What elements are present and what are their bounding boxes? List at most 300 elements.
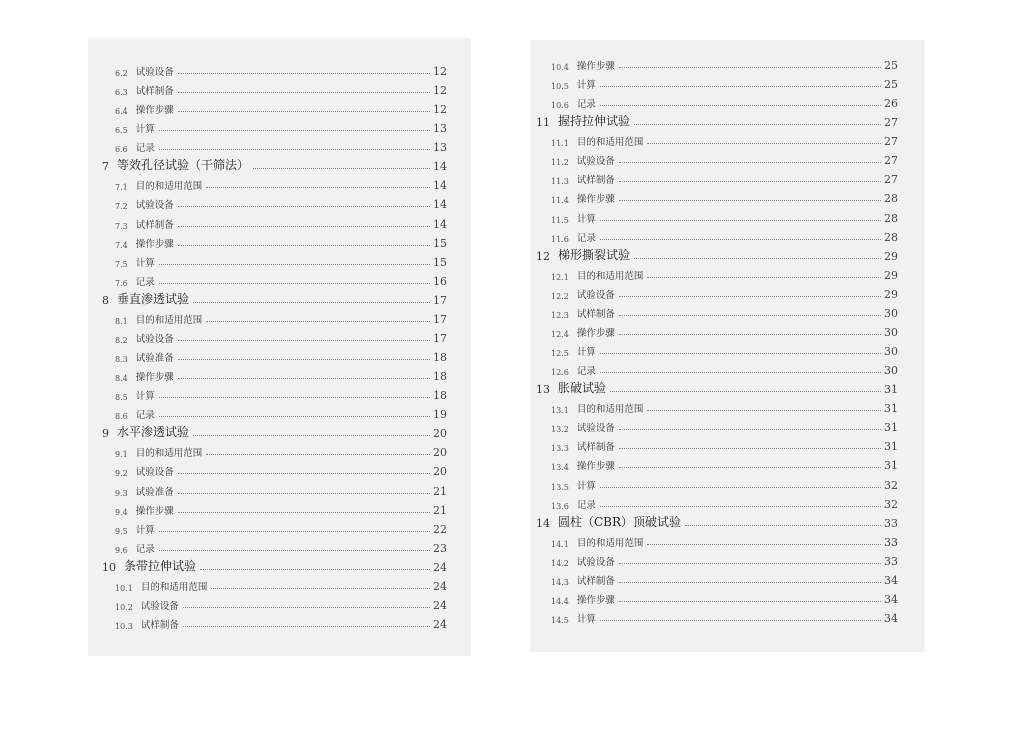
- toc-page-number: 33: [884, 554, 898, 568]
- toc-entry-number: 13.1: [551, 406, 569, 416]
- toc-dot-leader: [634, 124, 881, 125]
- toc-entry-title: 操作步骤: [135, 372, 174, 384]
- toc-section-entry: [530, 588, 925, 606]
- toc-entry-title: 记录: [576, 99, 596, 111]
- toc-section-entry: [88, 480, 471, 498]
- toc-entry-number: 12.5: [551, 349, 569, 359]
- toc-page-number: 24: [433, 618, 447, 632]
- toc-entry-title: 目的和适用范围: [135, 181, 203, 193]
- toc-section-entry: [88, 384, 471, 402]
- toc-dot-leader: [600, 487, 881, 488]
- toc-entry-title: 计算: [576, 347, 596, 359]
- toc-entry-number: 12: [536, 249, 550, 263]
- toc-page-number: 21: [433, 503, 447, 517]
- toc-entry-number: 11.4: [551, 196, 569, 206]
- toc-entry-title: 试验准备: [135, 353, 174, 365]
- toc-entry-title: 试样制备: [576, 308, 615, 320]
- toc-dot-leader: [178, 73, 430, 74]
- toc-section-entry: [88, 117, 471, 135]
- toc-dot-leader: [647, 544, 881, 545]
- toc-dot-leader: [634, 258, 881, 259]
- toc-page-number: 27: [884, 116, 898, 130]
- toc-entry-number: 10: [102, 560, 116, 574]
- toc-dot-leader: [619, 601, 881, 602]
- toc-page-number: 24: [433, 579, 447, 593]
- toc-section-entry: [530, 283, 925, 301]
- toc-entry-title: 试验准备: [135, 486, 174, 498]
- toc-section-entry: [88, 499, 471, 517]
- toc-entry-number: 11.2: [551, 158, 569, 168]
- toc-entry-title: 试验设备: [135, 333, 174, 345]
- toc-page-number: 17: [433, 331, 447, 345]
- toc-entry-title: 水平渗透试验: [117, 425, 190, 440]
- toc-dot-leader: [206, 321, 430, 322]
- toc-section-entry: [88, 575, 471, 593]
- toc-entry-number: 8.4: [115, 374, 128, 384]
- toc-section-entry: [88, 460, 471, 478]
- toc-dot-leader: [178, 493, 430, 494]
- toc-section-entry: [530, 73, 925, 91]
- toc-page-number: 18: [433, 389, 447, 403]
- toc-page-number: 30: [884, 306, 898, 320]
- toc-dot-leader: [647, 277, 881, 278]
- toc-dot-leader: [178, 512, 430, 513]
- toc-entry-number: 8.1: [115, 316, 128, 326]
- toc-section-entry: [530, 226, 925, 244]
- toc-page-number: 14: [433, 198, 447, 212]
- toc-dot-leader: [159, 550, 430, 551]
- toc-entry-number: 13.5: [551, 482, 569, 492]
- toc-page-number: 29: [884, 268, 898, 282]
- toc-page-number: 27: [884, 154, 898, 168]
- toc-dot-leader: [619, 315, 881, 316]
- toc-page-number: 34: [884, 592, 898, 606]
- toc-dot-leader: [600, 353, 881, 354]
- toc-entry-title: 目的和适用范围: [135, 448, 203, 460]
- toc-entry-number: 12.2: [551, 291, 569, 301]
- toc-entry-number: 14: [536, 516, 550, 530]
- toc-dot-leader: [619, 162, 881, 163]
- toc-page-number: 14: [433, 160, 447, 174]
- toc-entry-title: 计算: [135, 257, 155, 269]
- toc-dot-leader: [211, 588, 430, 589]
- toc-entry-title: 记录: [135, 543, 155, 555]
- toc-section-entry: [530, 607, 925, 625]
- toc-entry-title: 目的和适用范围: [576, 270, 644, 282]
- toc-entry-number: 14.1: [551, 539, 569, 549]
- toc-page-number: 31: [884, 440, 898, 454]
- toc-dot-leader: [178, 206, 430, 207]
- toc-entry-title: 记录: [135, 143, 155, 155]
- toc-entry-number: 10.6: [551, 101, 569, 111]
- toc-section-entry: [530, 54, 925, 72]
- toc-page-number: 32: [884, 497, 898, 511]
- toc-dot-leader: [183, 626, 430, 627]
- toc-section-entry: [88, 365, 471, 383]
- toc-dot-leader: [600, 506, 881, 507]
- toc-dot-leader: [159, 283, 430, 284]
- toc-section-entry: [530, 493, 925, 511]
- toc-page-number: 30: [884, 345, 898, 359]
- toc-page-number: 25: [884, 78, 898, 92]
- toc-page-number: 32: [884, 478, 898, 492]
- toc-page-number: 31: [884, 383, 898, 397]
- toc-section-entry: [530, 187, 925, 205]
- toc-entry-number: 14.3: [551, 577, 569, 587]
- toc-section-entry: [530, 207, 925, 225]
- toc-page-number: 28: [884, 230, 898, 244]
- toc-page-number: 18: [433, 370, 447, 384]
- toc-entry-number: 14.4: [551, 596, 569, 606]
- toc-dot-leader: [178, 111, 430, 112]
- toc-section-entry: [88, 270, 471, 288]
- toc-entry-number: 6.3: [115, 88, 128, 98]
- toc-entry-title: 垂直渗透试验: [117, 291, 190, 306]
- toc-section-entry: [88, 174, 471, 192]
- toc-dot-leader: [600, 220, 881, 221]
- toc-page-number: 27: [884, 173, 898, 187]
- toc-dot-leader: [159, 264, 430, 265]
- toc-page-number: 17: [433, 312, 447, 326]
- toc-page-number: 21: [433, 484, 447, 498]
- toc-page-number: 29: [884, 287, 898, 301]
- toc-entry-number: 12.3: [551, 310, 569, 320]
- toc-entry-title: 记录: [576, 499, 596, 511]
- toc-dot-leader: [647, 143, 881, 144]
- toc-section-entry: [88, 613, 471, 631]
- toc-entry-number: 9.2: [115, 469, 128, 479]
- toc-entry-number: 10.5: [551, 82, 569, 92]
- toc-page-number: 20: [433, 446, 447, 460]
- toc-section-entry: [88, 251, 471, 269]
- toc-entry-title: 试验设备: [576, 423, 615, 435]
- toc-entry-title: 试验设备: [135, 67, 174, 78]
- toc-page-number: 24: [433, 598, 447, 612]
- toc-entry-title: 操作步骤: [135, 505, 174, 517]
- toc-dot-leader: [619, 334, 881, 335]
- toc-section-entry: [530, 130, 925, 148]
- toc-entry-title: 记录: [135, 276, 155, 288]
- toc-entry-number: 7.5: [115, 259, 128, 269]
- toc-entry-number: 14.2: [551, 558, 569, 568]
- toc-dot-leader: [685, 525, 881, 526]
- toc-entry-title: 操作步骤: [576, 61, 615, 72]
- toc-entry-number: 8.5: [115, 393, 128, 403]
- toc-entry-title: 试样制备: [576, 175, 615, 187]
- toc-section-entry: [530, 435, 925, 453]
- toc-entry-title: 条带拉伸试验: [124, 558, 197, 573]
- toc-entry-number: 6.5: [115, 126, 128, 136]
- toc-dot-leader: [178, 340, 430, 341]
- toc-entry-number: 6.6: [115, 145, 128, 155]
- toc-entry-number: 9.3: [115, 488, 128, 498]
- toc-dot-leader: [159, 130, 430, 131]
- toc-dot-leader: [619, 429, 881, 430]
- toc-entry-number: 7: [102, 160, 109, 174]
- toc-dot-leader: [619, 67, 881, 68]
- toc-dot-leader: [619, 200, 881, 201]
- right-page: [530, 40, 925, 652]
- toc-entry-number: 11.1: [551, 139, 569, 149]
- toc-entry-number: 13.3: [551, 444, 569, 454]
- toc-entry-title: 记录: [576, 232, 596, 244]
- toc-page-number: 31: [884, 459, 898, 473]
- toc-page-number: 30: [884, 325, 898, 339]
- toc-section-entry: [530, 168, 925, 186]
- toc-page-number: 14: [433, 179, 447, 193]
- toc-dot-leader: [159, 416, 430, 417]
- toc-entry-title: 胀破试验: [558, 381, 607, 396]
- toc-page-number: 15: [433, 255, 447, 269]
- toc-entry-number: 11.6: [551, 234, 569, 244]
- toc-dot-leader: [178, 378, 430, 379]
- toc-page-number: 15: [433, 236, 447, 250]
- toc-entry-title: 操作步骤: [576, 461, 615, 473]
- toc-section-entry: [530, 302, 925, 320]
- toc-chapter-entry: [530, 111, 925, 129]
- toc-entry-number: 9.4: [115, 507, 128, 517]
- toc-page-number: 13: [433, 141, 447, 155]
- toc-entry-number: 7.6: [115, 278, 128, 288]
- toc-entry-number: 9.6: [115, 545, 128, 555]
- toc-section-entry: [530, 92, 925, 110]
- toc-entry-number: 14.5: [551, 616, 569, 626]
- toc-entry-number: 7.2: [115, 202, 128, 212]
- toc-dot-leader: [206, 454, 430, 455]
- toc-section-entry: [88, 346, 471, 364]
- toc-entry-title: 操作步骤: [135, 238, 174, 250]
- toc-entry-title: 试验设备: [135, 467, 174, 479]
- toc-dot-leader: [159, 531, 430, 532]
- toc-entry-number: 13.2: [551, 425, 569, 435]
- toc-entry-title: 等效孔径试验（干筛法）: [117, 158, 250, 173]
- toc-section-entry: [88, 518, 471, 536]
- toc-page-number: 14: [433, 217, 447, 231]
- toc-entry-number: 13.4: [551, 463, 569, 473]
- toc-dot-leader: [159, 397, 430, 398]
- toc-entry-number: 10.2: [115, 602, 133, 612]
- toc-entry-title: 目的和适用范围: [140, 581, 208, 593]
- toc-dot-leader: [600, 372, 881, 373]
- toc-dot-leader: [619, 296, 881, 297]
- toc-page-number: 30: [884, 364, 898, 378]
- toc-entry-title: 目的和适用范围: [135, 314, 203, 326]
- toc-entry-number: 8: [102, 293, 109, 307]
- toc-section-entry: [88, 308, 471, 326]
- toc-chapter-entry: [530, 378, 925, 396]
- toc-entry-number: 9: [102, 427, 109, 441]
- toc-page-number: 20: [433, 427, 447, 441]
- toc-page-number: 23: [433, 541, 447, 555]
- toc-entry-number: 10.1: [115, 583, 133, 593]
- toc-chapter-entry: [88, 556, 471, 574]
- toc-dot-leader: [159, 149, 430, 150]
- toc-entry-number: 12.1: [551, 272, 569, 282]
- toc-section-entry: [530, 569, 925, 587]
- toc-page-number: 12: [433, 103, 447, 117]
- toc-entry-title: 计算: [576, 213, 596, 225]
- toc-dot-leader: [253, 168, 430, 169]
- toc-page-number: 16: [433, 274, 447, 288]
- toc-section-entry: [88, 136, 471, 154]
- toc-entry-title: 目的和适用范围: [576, 404, 644, 416]
- toc-entry-title: 计算: [576, 614, 596, 626]
- toc-page-number: 33: [884, 516, 898, 530]
- toc-chapter-entry: [530, 245, 925, 263]
- toc-entry-title: 试样制备: [576, 442, 615, 454]
- left-page: [88, 38, 471, 656]
- toc-page-number: 25: [884, 59, 898, 72]
- toc-entry-number: 10.3: [115, 622, 133, 632]
- toc-chapter-entry: [88, 422, 471, 440]
- toc-chapter-entry: [88, 155, 471, 173]
- toc-section-entry: [88, 213, 471, 231]
- toc-dot-leader: [619, 582, 881, 583]
- toc-page-number: 12: [433, 65, 447, 78]
- toc-entry-title: 试验设备: [576, 556, 615, 568]
- toc-dot-leader: [193, 302, 430, 303]
- toc-page-number: 33: [884, 535, 898, 549]
- toc-entry-number: 8.3: [115, 355, 128, 365]
- toc-page-number: 26: [884, 97, 898, 111]
- toc-entry-title: 计算: [135, 524, 155, 536]
- toc-section-entry: [530, 550, 925, 568]
- toc-entry-number: 11.5: [551, 215, 569, 225]
- toc-entry-title: 操作步骤: [576, 327, 615, 339]
- toc-dot-leader: [600, 620, 881, 621]
- toc-entry-number: 6.4: [115, 107, 128, 117]
- toc-section-entry: [88, 60, 471, 78]
- toc-entry-number: 11.3: [551, 177, 569, 187]
- toc-page-number: 28: [884, 192, 898, 206]
- toc-entry-title: 试验设备: [576, 156, 615, 168]
- toc-chapter-entry: [88, 289, 471, 307]
- toc-entry-title: 试验设备: [135, 200, 174, 212]
- toc-entry-number: 7.1: [115, 183, 128, 193]
- toc-dot-leader: [178, 359, 430, 360]
- toc-section-entry: [530, 149, 925, 167]
- toc-page-number: 19: [433, 408, 447, 422]
- toc-entry-number: 12.6: [551, 368, 569, 378]
- toc-section-entry: [530, 264, 925, 282]
- toc-dot-leader: [610, 391, 881, 392]
- toc-section-entry: [88, 98, 471, 116]
- toc-dot-leader: [619, 448, 881, 449]
- toc-entry-title: 计算: [576, 80, 596, 92]
- toc-entry-title: 目的和适用范围: [576, 137, 644, 149]
- toc-entry-number: 7.4: [115, 240, 128, 250]
- toc-entry-number: 13.6: [551, 501, 569, 511]
- toc-entry-number: 11: [536, 116, 550, 130]
- toc-section-entry: [88, 79, 471, 97]
- toc-page-number: 17: [433, 293, 447, 307]
- toc-entry-title: 握持拉伸试验: [558, 114, 631, 129]
- toc-section-entry: [530, 454, 925, 472]
- toc-dot-leader: [206, 187, 430, 188]
- toc-dot-leader: [600, 86, 881, 87]
- toc-page-number: 34: [884, 573, 898, 587]
- toc-chapter-entry: [530, 512, 925, 530]
- toc-page-number: 22: [433, 522, 447, 536]
- toc-page-number: 28: [884, 211, 898, 225]
- toc-entry-number: 9.5: [115, 526, 128, 536]
- toc-entry-title: 计算: [135, 124, 155, 136]
- toc-dot-leader: [600, 239, 881, 240]
- toc-section-entry: [88, 327, 471, 345]
- toc-section-entry: [88, 193, 471, 211]
- toc-section-entry: [530, 359, 925, 377]
- toc-entry-title: 试样制备: [135, 86, 174, 98]
- toc-dot-leader: [619, 563, 881, 564]
- toc-section-entry: [530, 340, 925, 358]
- toc-entry-title: 操作步骤: [576, 194, 615, 206]
- toc-entry-title: 操作步骤: [135, 105, 174, 117]
- toc-entry-number: 13: [536, 383, 550, 397]
- toc-entry-number: 12.4: [551, 329, 569, 339]
- toc-page-number: 12: [433, 84, 447, 98]
- toc-entry-title: 试样制备: [135, 219, 174, 231]
- toc-page-number: 27: [884, 135, 898, 149]
- toc-page-number: 18: [433, 351, 447, 365]
- toc-page-number: 13: [433, 122, 447, 136]
- toc-section-entry: [530, 397, 925, 415]
- toc-section-entry: [88, 537, 471, 555]
- toc-section-entry: [88, 232, 471, 250]
- toc-entry-number: 9.1: [115, 450, 128, 460]
- toc-entry-title: 试样制备: [140, 620, 179, 632]
- toc-entry-number: 7.3: [115, 221, 128, 231]
- toc-dot-leader: [193, 435, 430, 436]
- toc-entry-title: 计算: [135, 391, 155, 403]
- toc-dot-leader: [178, 473, 430, 474]
- toc-dot-leader: [183, 607, 430, 608]
- toc-entry-number: 10.4: [551, 63, 569, 72]
- toc-entry-title: 梯形撕裂试验: [558, 247, 631, 262]
- toc-page-number: 31: [884, 402, 898, 416]
- toc-entry-title: 试验设备: [140, 600, 179, 612]
- toc-entry-title: 记录: [576, 366, 596, 378]
- toc-dot-leader: [178, 226, 430, 227]
- toc-entry-title: 目的和适用范围: [576, 537, 644, 549]
- toc-entry-number: 8.2: [115, 335, 128, 345]
- toc-entry-number: 8.6: [115, 412, 128, 422]
- toc-section-entry: [530, 416, 925, 434]
- toc-dot-leader: [178, 245, 430, 246]
- toc-page-number: 29: [884, 249, 898, 263]
- toc-entry-title: 试验设备: [576, 289, 615, 301]
- toc-page-number: 31: [884, 421, 898, 435]
- toc-section-entry: [88, 441, 471, 459]
- toc-dot-leader: [200, 569, 430, 570]
- toc-section-entry: [530, 531, 925, 549]
- toc-entry-title: 计算: [576, 480, 596, 492]
- toc-section-entry: [530, 474, 925, 492]
- toc-dot-leader: [647, 410, 881, 411]
- toc-page-number: 20: [433, 465, 447, 479]
- toc-entry-number: 6.2: [115, 69, 128, 78]
- toc-section-entry: [88, 403, 471, 421]
- toc-dot-leader: [178, 92, 430, 93]
- toc-dot-leader: [600, 105, 881, 106]
- toc-section-entry: [88, 594, 471, 612]
- toc-page-number: 24: [433, 560, 447, 574]
- toc-dot-leader: [619, 467, 881, 468]
- toc-entry-title: 圆柱（CBR）顶破试验: [558, 514, 682, 529]
- toc-entry-title: 记录: [135, 410, 155, 422]
- toc-entry-title: 试样制备: [576, 575, 615, 587]
- toc-entry-title: 操作步骤: [576, 594, 615, 606]
- toc-dot-leader: [619, 181, 881, 182]
